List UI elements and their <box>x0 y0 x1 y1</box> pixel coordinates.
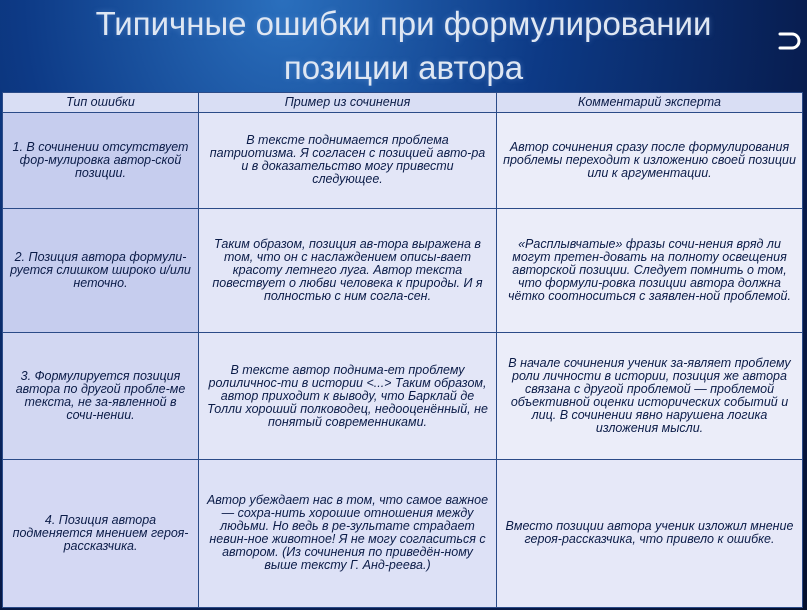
header-expert-comment: Комментарий эксперта <box>497 93 803 113</box>
slide-title-line-1: Типичные ошибки при формулировании <box>95 5 712 42</box>
comment-cell: «Расплывчатые» фразы сочи-нения вряд ли могут претен-довать на полноту освещения авторской позиции. Следует помнить о том, что формули-ровка позиции автора должна чётко соотноситься с заявлен-ной проблемой. <box>497 208 803 333</box>
error-type-cell: 1. В сочинении отсутствует фор-мулировка автор-ской позиции. <box>3 113 199 209</box>
slide-title <box>0 2 807 90</box>
table-header-row <box>3 93 803 113</box>
table-row <box>3 333 803 460</box>
example-cell: В тексте поднимается проблема патриотизма. Я согласен с позицией авто-ра и в доказательство могу привести следующее. <box>199 113 497 209</box>
table-row <box>3 459 803 607</box>
errors-table <box>2 92 803 608</box>
error-type-cell: 4. Позиция автора подменяется мнением героя- рассказчика. <box>3 459 199 607</box>
example-cell: В тексте автор поднима-ет проблему ролиличнос-ти в истории <...> Таким образом, автор приходит к выводу, что Барклай де Толли хороший полководец, недооценённый, не понятый современниками. <box>199 333 497 460</box>
comment-cell: В начале сочинения ученик за-являет проблему роли личности в истории, позиция же автора связана с другой проблемой — проблемой объективной оценки исторических событий и лиц. В сочинении явно нарушена логика изложения мысли. <box>497 333 803 460</box>
header-error-type: Тип ошибки <box>3 93 199 113</box>
return-arrow-icon[interactable] <box>776 30 802 52</box>
example-cell: Таким образом, позиция ав-тора выражена в том, что он с наслаждением описы-вает красоту летнего луга. Автор текста повествует о любви человека к природы. И я полностью с ним согла-сен. <box>199 208 497 333</box>
table-row <box>3 208 803 333</box>
example-cell: Автор убеждает нас в том, что самое важное — сохра-нить хорошие отношения между людьми. Но ведь в ре-зультате страдает невин-ное животное! Я не могу согласиться с автором. (Из сочинения по приведён-ному выше тексту Г. Анд-реева.) <box>199 459 497 607</box>
comment-cell: Вместо позиции автора ученик изложил мнение героя-рассказчика, что привело к ошибке. <box>497 459 803 607</box>
table-row <box>3 113 803 209</box>
error-type-cell: 3. Формулируется позиция автора по другой пробле-ме текста, не за-явленной в сочи-нении. <box>3 333 199 460</box>
slide-title-line-2: позиции автора <box>283 49 524 86</box>
comment-cell: Автор сочинения сразу после формулирования проблемы переходит к изложению своей позиции или к аргументации. <box>497 113 803 209</box>
header-example: Пример из сочинения <box>199 93 497 113</box>
error-type-cell: 2. Позиция автора формули-руется слишком широко и/или неточно. <box>3 208 199 333</box>
